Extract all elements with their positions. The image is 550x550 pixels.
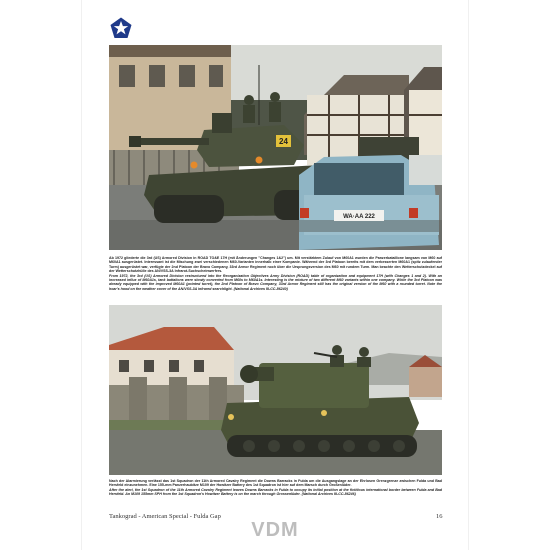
page-number: 16 bbox=[436, 513, 443, 520]
car-license-plate: WA·AA 222 bbox=[343, 214, 375, 220]
footer-title: Tankograd - American Special - Fulda Gap bbox=[109, 513, 221, 520]
caption-bottom-english: After the alert, the 1st Squadron of the 11th Armored Cavalry Regiment leaves Downs Barracks in Fulda to occupy its initial position at the fictitious international border between Fulda and Bad Hersfeld. An M109 155mm SPH from the 1st Squadron's Howitzer Battery is on the march through Grossenlüder. (National Archives III-CC-86246) bbox=[109, 487, 442, 497]
photo-m109-howitzer bbox=[109, 305, 442, 475]
photo-tank-street bbox=[109, 45, 442, 250]
caption-top bbox=[109, 256, 442, 300]
caption-bottom bbox=[109, 479, 442, 505]
caption-bottom-german: Nach der Alarmierung verlässt das 1st Squadron der 11th Armored Cavalry Regiment die Downs Barracks in Fulda um die Ausgangslage an der Ehrlosen Grenzgrenze zwischen Fulda und Bad Hersfeld einzunehmen. Eine 155-mm Panzerhaubitze M109 der Howitzer Battery des 1st Squadron ist hier auf dem Marsch durch Großenlüder. bbox=[109, 479, 442, 488]
tank-plate-number: 24 bbox=[279, 137, 288, 146]
caption-top-german: Ab 1972 gliederte die 3rd (US) Armored Division in ROAD TO&E 17H (mit Änderungen "Changes 1&2") um. Mit verstärktem Zulauf von M60A1 wurden die Panzerbataillone langsam von M60 auf M60A1 ausgerüstet. Interessant ist die Mischung zwei verschiedenen M60-Varianten innerhalb einer Kompanie. Während der 3rd Platoon bereits mit dem verbesserten M60A1 (spitz zulaufender Turm) ausgerüstet war, verfügte der 2nd Platoon der Bravo Company, 33rd Armor Regiment noch über die Ursprungsversion des M60 mit rundem Turm. Man beachte den Wetterschutzdeckel auf der Wetterschutzhülle des AN/VSS-3A Infrarot-Suchscheinwerfers. bbox=[109, 256, 442, 274]
caption-top-english: From 1972, the 3rd (US) Armored Division restructured into the Reorganization Objectives Army Division (ROAD) table of organization and equipment 17H (with Changes 1 and 2). With an increased influx of M60A1s, tank battalions were slowly converted from M60s to M60A1s. Interesting is the mixture of two different M60 variants within one company. While the 3rd Platoon was already equipped with the improved M60A1 (pointed turret), the 2nd Platoon of Bravo Company, 33rd Armor Regiment still has the original version of the M60 with a rounded turret. Note the hoar's hood on the weather cover of the AN/VSS-3A infrared searchlight. (National Archives III-CC-86240) bbox=[109, 273, 442, 291]
star-pentagon-icon bbox=[110, 17, 132, 39]
tank-street-scene bbox=[109, 45, 442, 250]
watermark: VDM bbox=[251, 519, 299, 541]
howitzer-street-scene bbox=[109, 305, 442, 475]
